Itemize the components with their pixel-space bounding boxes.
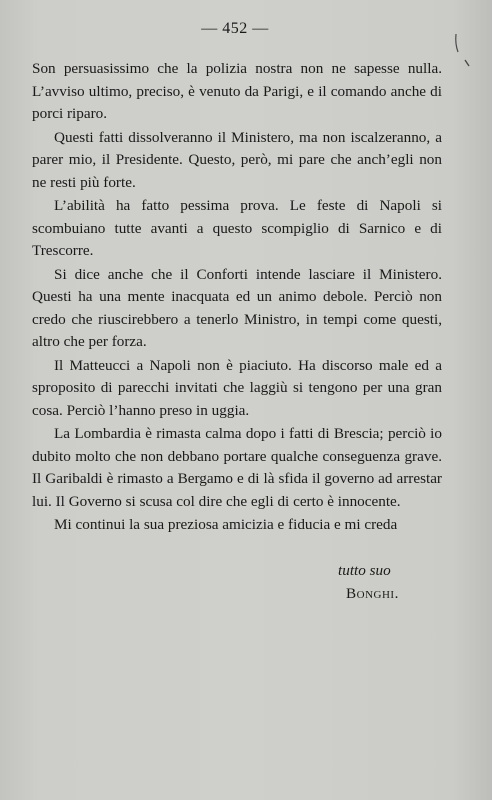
- page-number: — 452 —: [201, 20, 269, 37]
- paragraph: L’abilità ha fatto pessima prova. Le feste di Napoli si scombuiano tutte avanti a questo scompiglio di Sarnico e di Trescorre.: [32, 197, 442, 259]
- margin-mark-icon: [452, 30, 474, 70]
- paragraph: Mi continui la sua preziosa amicizia e fiducia e mi creda: [54, 516, 398, 533]
- letter-body: [32, 58, 442, 537]
- closing-formula: tutto suo: [338, 562, 391, 579]
- paragraph: La Lombardia è rimasta calma dopo i fatti di Brescia; perciò io dubito molto che non debbano portare qualche conseguenza grave. Il Garibaldi è rimasto a Bergamo e di là sfida il governo ad arrestar lui. Il Governo si scusa col dire che egli di certo è innocente.: [32, 425, 442, 510]
- paragraph: Questi fatti dissolveranno il Ministero, ma non iscalzeranno, a parer mio, il Presidente. Questo, però, mi pare che anch’egli non ne resti più forte.: [32, 128, 442, 191]
- paragraph: Il Matteucci a Napoli non è piaciuto. Ha discorso male ed a sproposito di parecchi invitati che laggiù si tengono per una gran cosa. Perciò l’hanno preso in uggia.: [32, 356, 442, 419]
- paragraph: Si dice anche che il Conforti intende lasciare il Ministero. Questi ha una mente inacquata ed un animo debole. Perciò non credo che riuscirebbero a tenerlo Ministro, in tempi come questi, altro che per forza.: [32, 265, 442, 350]
- signature: Bonghi.: [346, 584, 399, 602]
- paragraph: Son persuasissimo che la polizia nostra non ne sapesse nulla. L’avviso ultimo, preciso, è venuto da Parigi, e il comando anche di porci riparo.: [32, 60, 442, 122]
- letter-closing: [338, 560, 399, 605]
